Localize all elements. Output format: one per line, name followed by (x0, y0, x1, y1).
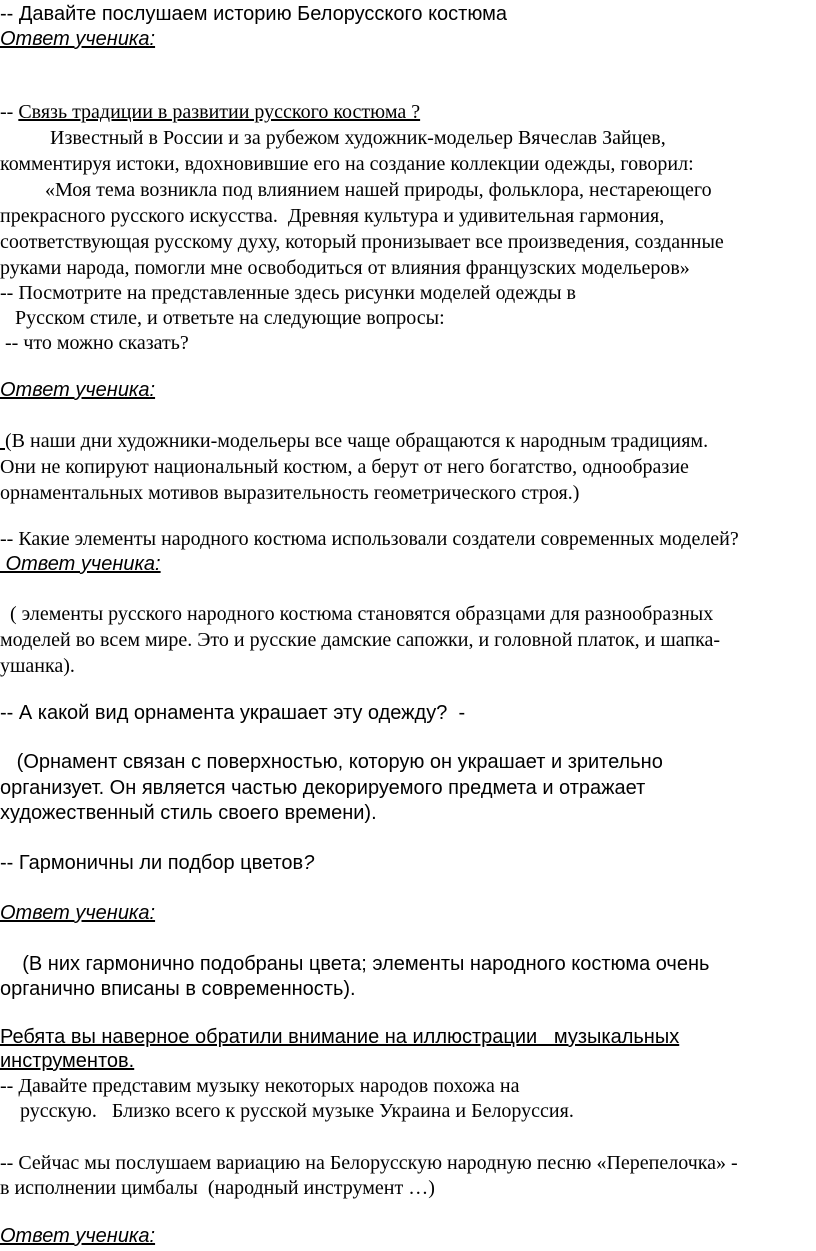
answer-line: ( элементы русского народного костюма становятся образцами для разнообразных (0, 603, 714, 625)
question-what-to-say: -- что можно сказать? (0, 332, 189, 354)
question-belarusian-costume: -- Давайте послушаем историю Белорусского костюма (0, 3, 507, 25)
student-answer-label: Ответ ученика: (0, 1225, 156, 1247)
quote-line: соответствующая русскому духу, который пронизывает все произведения, созданные (0, 231, 724, 253)
answer-line: художественный стиль своего времени). (0, 802, 377, 824)
question-mark: ? (303, 852, 315, 874)
student-answer-label: Ответ ученика: (0, 902, 156, 924)
answer-text: (В наши дни художники-модельеры все чаще обращаются к народным традициям. (5, 430, 709, 452)
answer-line: орнаментальных мотивов выразительность геометрического строя.) (0, 482, 580, 504)
question-line: Русском стиле, и ответьте на следующие вопросы: (0, 307, 445, 329)
paragraph-line: комментируя истоки, вдохновившие его на создание коллекции одежды, говорил: (0, 153, 694, 175)
answer-line: (В них гармонично подобраны цвета; элементы народного костюма очень (0, 953, 710, 975)
question-ornament: -- А какой вид орнамента украшает эту одежду? - (0, 702, 466, 724)
answer-line (0, 431, 708, 451)
question-line: -- Посмотрите на представленные здесь рисунки моделей одежды в (0, 282, 576, 304)
question-elements: -- Какие элементы народного костюма использовали создатели современных моделей? (0, 528, 739, 550)
quote-line: руками народа, помогли мне освободиться от влияния французских модельеров» (0, 257, 690, 279)
instruments-note: инструментов. (0, 1050, 135, 1072)
tradition-heading: Связь традиции в развитии русского костюма ? (18, 101, 421, 123)
music-line: -- Сейчас мы послушаем вариацию на Белорусскую народную песню «Перепелочка» - (0, 1152, 738, 1174)
answer-line: организует. Он является частью декорируемого предмета и отражает (0, 777, 646, 799)
answer-line: органично вписаны в современность). (0, 978, 356, 1000)
student-answer-label: Ответ ученика: (0, 379, 156, 401)
music-line: в исполнении цимбалы (народный инструмент …) (0, 1177, 435, 1199)
question-colors (0, 853, 314, 873)
answer-line: (Орнамент связан с поверхностью, которую он украшает и зрительно (0, 751, 663, 773)
music-line: -- Давайте представим музыку некоторых народов похожа на (0, 1075, 520, 1097)
instruments-note: Ребята вы наверное обратили внимание на иллюстрации музыкальных (0, 1026, 680, 1048)
dash-prefix: -- (0, 101, 19, 123)
paragraph-line: Известный в России и за рубежом художник-модельер Вячеслав Зайцев, (0, 127, 666, 149)
student-answer-label: Ответ ученика: (0, 553, 161, 575)
question-tradition (0, 102, 420, 122)
quote-line: «Моя тема возникла под влиянием нашей природы, фольклора, нестареющего (0, 179, 712, 201)
student-answer-label: Ответ ученика: (0, 28, 156, 50)
question-colors-text: -- Гармоничны ли подбор цветов (0, 852, 304, 874)
quote-line: прекрасного русского искусства. Древняя культура и удивительная гармония, (0, 205, 665, 227)
answer-line: моделей во всем мире. Это и русские дамские сапожки, и головной платок, и шапка- (0, 629, 721, 651)
music-line: русскую. Близко всего к русской музыке Украина и Белоруссия. (0, 1100, 574, 1122)
answer-line: Они не копируют национальный костюм, а берут от него богатство, однообразие (0, 456, 689, 478)
answer-line: ушанка). (0, 655, 75, 677)
